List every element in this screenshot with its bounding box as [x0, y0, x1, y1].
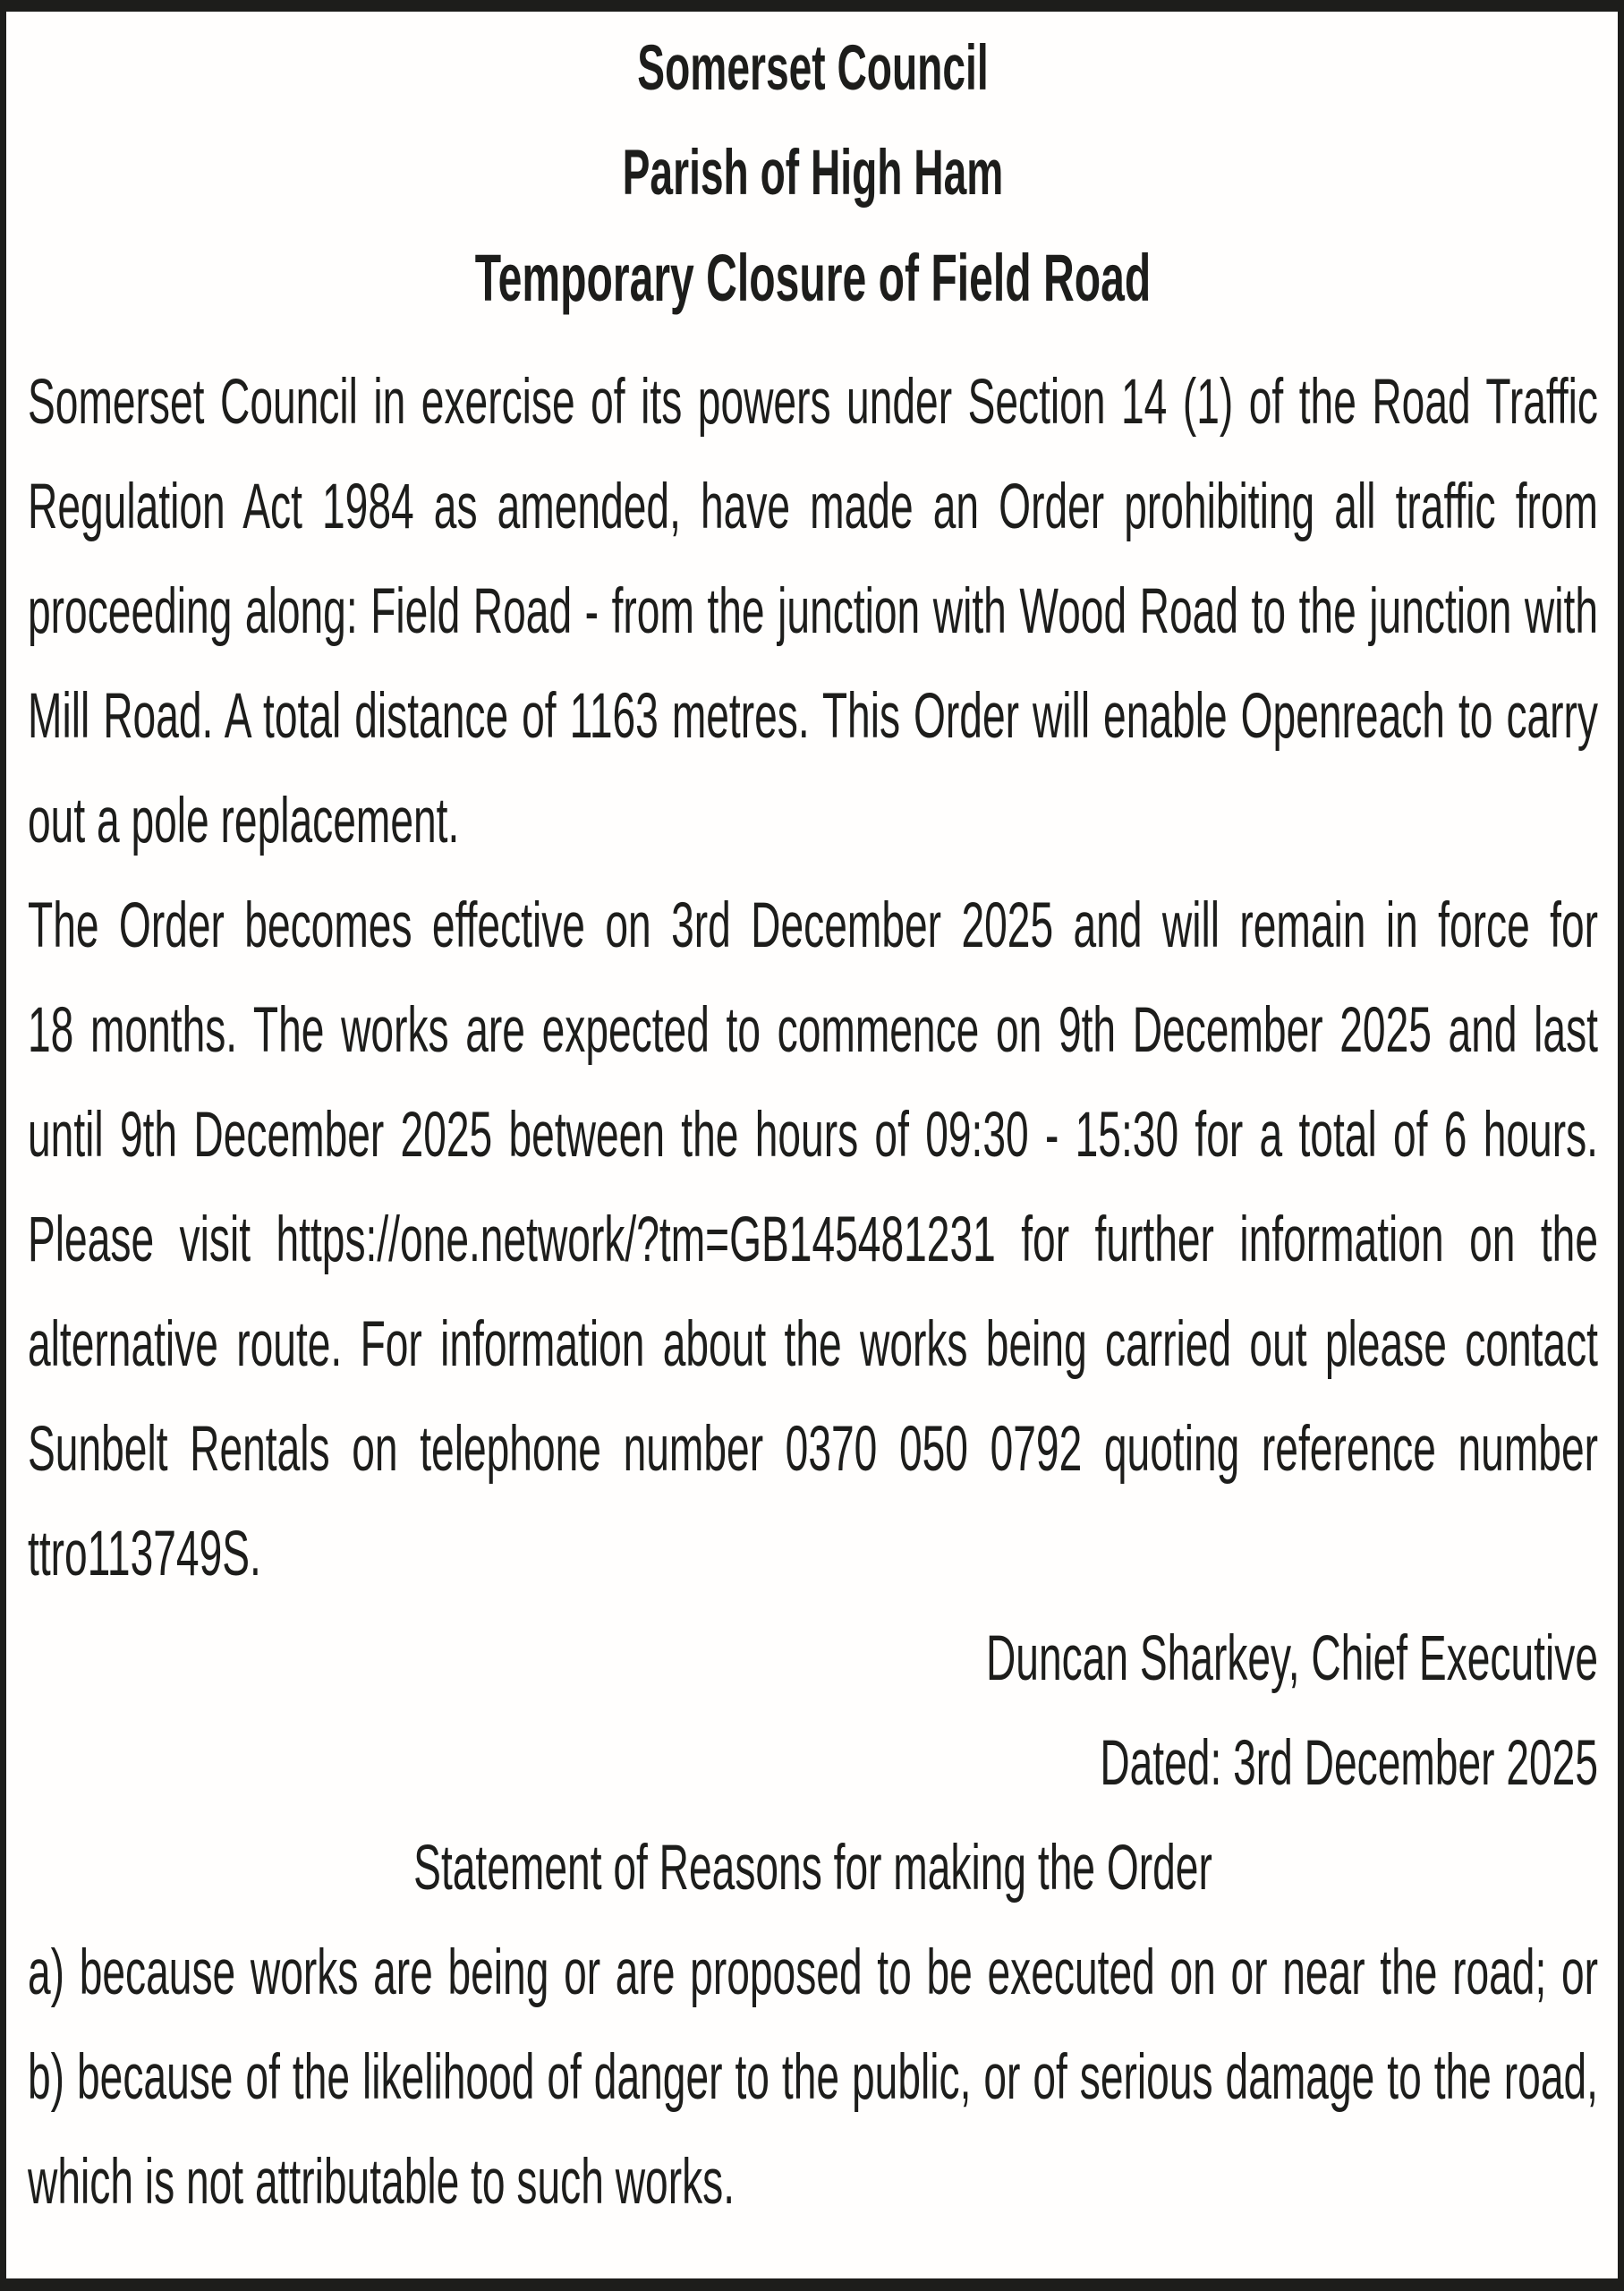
text-line: Dated: 3rd December 2025: [1100, 1728, 1598, 1799]
text-line: Somerset Council in exercise of its powers under Section 14 (1) of the Road Traffic: [28, 367, 1598, 438]
notice-heading-line: Somerset Council: [637, 33, 989, 104]
text-line: alternative route. For information about the works being carried out please contact: [28, 1309, 1598, 1380]
notice-headings: [28, 16, 1598, 330]
text-line: Regulation Act 1984 as amended, have made an Order prohibiting all traffic from: [28, 472, 1598, 542]
text-line: Sunbelt Rentals on telephone number 0370 050 0792 quoting reference number: [28, 1414, 1598, 1485]
text-line: Statement of Reasons for making the Order: [413, 1833, 1212, 1903]
text-line: until 9th December 2025 between the hours of 09:30 - 15:30 for a total of 6 hours.: [28, 1100, 1598, 1171]
text-line: Duncan Sharkey, Chief Executive: [985, 1623, 1598, 1694]
text-line: out a pole replacement.: [28, 786, 460, 856]
notice-text-column: [28, 16, 1598, 2235]
text-line: proceeding along: Field Road - from the junction with Wood Road to the junction with: [28, 576, 1598, 647]
notice-body: [28, 350, 1598, 2235]
text-line: ttro113749S.: [28, 1519, 261, 1589]
text-line: Mill Road. A total distance of 1163 metres. This Order will enable Openreach to carry: [28, 681, 1598, 752]
text-line: a) because works are being or are proposed to be executed on or near the road; or: [28, 1938, 1598, 2008]
notice-heading-line: Temporary Closure of Field Road: [474, 241, 1152, 315]
text-line: 18 months. The works are expected to commence on 9th December 2025 and last: [28, 995, 1598, 1066]
text-line: The Order becomes effective on 3rd December 2025 and will remain in force for: [28, 890, 1598, 961]
text-line: b) because of the likelihood of danger to the public, or of serious damage to the road,: [28, 2042, 1598, 2113]
text-line: which is not attributable to such works.: [28, 2147, 735, 2218]
notice-heading-line: Parish of High Ham: [622, 138, 1004, 209]
text-line: Please visit https://one.network/?tm=GB145481231 for further information on the: [28, 1205, 1598, 1275]
